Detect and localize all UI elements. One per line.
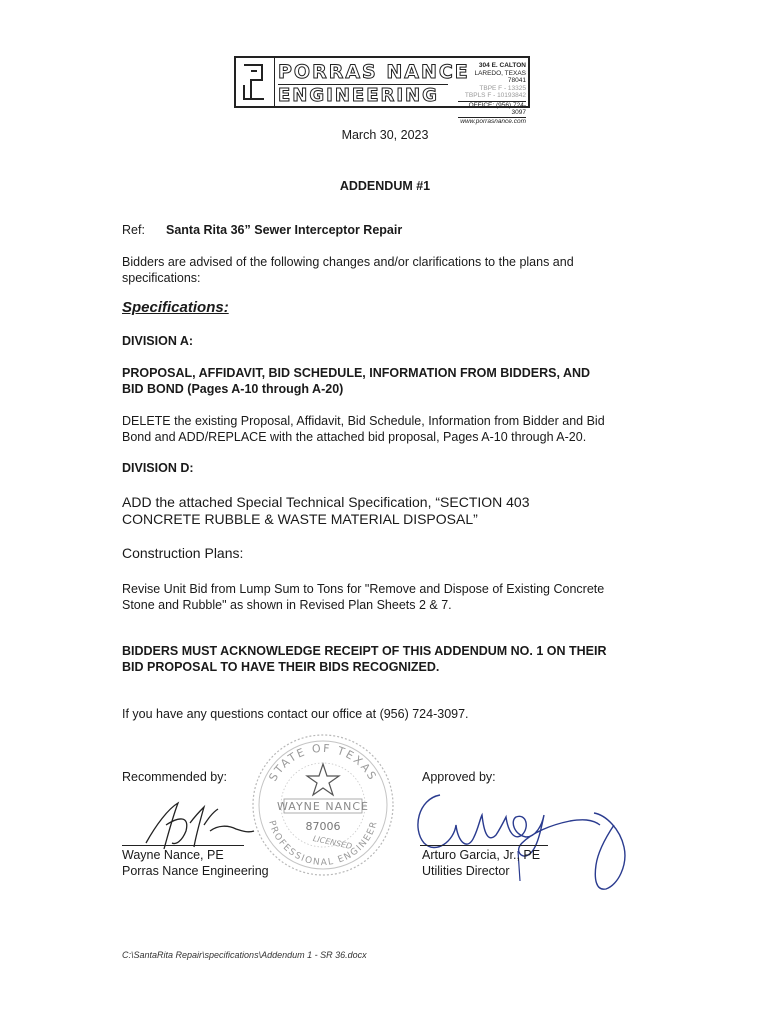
address-line-2: LAREDO, TEXAS 78041 (474, 69, 526, 84)
website: www.porrasnance.com (460, 117, 526, 125)
construction-plans-heading: Construction Plans: (122, 545, 244, 561)
company-logo-icon (242, 63, 266, 101)
letterhead-divider (274, 58, 275, 106)
questions-line: If you have any questions contact our office at (956) 724-3097. (122, 707, 469, 721)
seal-number: 87006 (305, 820, 341, 833)
address-line-1: 304 E. CALTON (478, 62, 526, 69)
engineer-seal (248, 730, 398, 880)
approved-signature-line (420, 845, 548, 846)
recommended-signature-line (122, 845, 244, 846)
division-a-body-1: DELETE the existing Proposal, Affidavit, Bid Schedule, Information from Bidder and Bid (122, 414, 605, 428)
acknowledge-line-1: BIDDERS MUST ACKNOWLEDGE RECEIPT OF THIS ADDENDUM NO. 1 ON THEIR (122, 644, 607, 658)
acknowledge-line-2: BID PROPOSAL TO HAVE THEIR BIDS RECOGNIZED. (122, 660, 440, 674)
division-a-subheading-1: PROPOSAL, AFFIDAVIT, BID SCHEDULE, INFORMATION FROM BIDDERS, AND (122, 366, 591, 380)
specifications-heading: Specifications: (122, 299, 229, 316)
division-d-body-1: ADD the attached Special Technical Specification, “SECTION 403 (122, 494, 530, 510)
division-d-body-2: CONCRETE RUBBLE & WASTE MATERIAL DISPOSAL” (122, 511, 478, 527)
recommended-name: Wayne Nance, PE (122, 848, 224, 862)
intro-line-1: Bidders are advised of the following changes and/or clarifications to the plans and (122, 255, 574, 269)
seal-bottom-text: PROFESSIONAL ENGINEER (266, 819, 380, 869)
footer-file-path: C:\SantaRita Repair\specifications\Addendum 1 - SR 36.docx (122, 950, 367, 960)
company-name: PORRAS NANCE (278, 61, 470, 83)
approved-label: Approved by: (422, 770, 496, 784)
company-subname: ENGINEERING (278, 85, 439, 106)
firm-number-2: TBPLS F - 10193842 (464, 92, 526, 99)
division-d-heading: DIVISION D: (122, 461, 194, 475)
intro-line-2: specifications: (122, 271, 201, 285)
approved-name: Arturo Garcia, Jr., PE (422, 848, 541, 862)
approved-title: Utilities Director (422, 864, 510, 878)
star-icon (307, 764, 339, 795)
construction-plans-body-1: Revise Unit Bid from Lump Sum to Tons for "Remove and Dispose of Existing Concrete (122, 582, 605, 596)
letterhead (234, 56, 530, 125)
office-phone: OFFICE: (956) 724-3097 (458, 101, 526, 118)
division-a-body-2: Bond and ADD/REPLACE with the attached bid proposal, Pages A-10 through A-20. (122, 430, 587, 444)
seal-licensed: LICENSED (312, 834, 353, 852)
seal-top-text: STATE OF TEXAS (266, 741, 380, 784)
recommended-signature (138, 795, 258, 855)
document-title: ADDENDUM #1 (339, 179, 431, 193)
division-a-subheading-2: BID BOND (Pages A-10 through A-20) (122, 382, 344, 396)
ref-value: Santa Rita 36” Sewer Interceptor Repair (166, 223, 403, 237)
ref-label: Ref: (122, 223, 145, 237)
company-address (458, 62, 526, 125)
firm-number: TBPE F - 13325 (479, 84, 526, 92)
recommended-label: Recommended by: (122, 770, 227, 784)
construction-plans-body-2: Stone and Rubble" as shown in Revised Plan Sheets 2 & 7. (122, 598, 452, 612)
recommended-org: Porras Nance Engineering (122, 864, 269, 878)
division-a-heading: DIVISION A: (122, 334, 194, 348)
seal-name: WAYNE NANCE (277, 800, 369, 813)
document-date: March 30, 2023 (341, 128, 429, 142)
